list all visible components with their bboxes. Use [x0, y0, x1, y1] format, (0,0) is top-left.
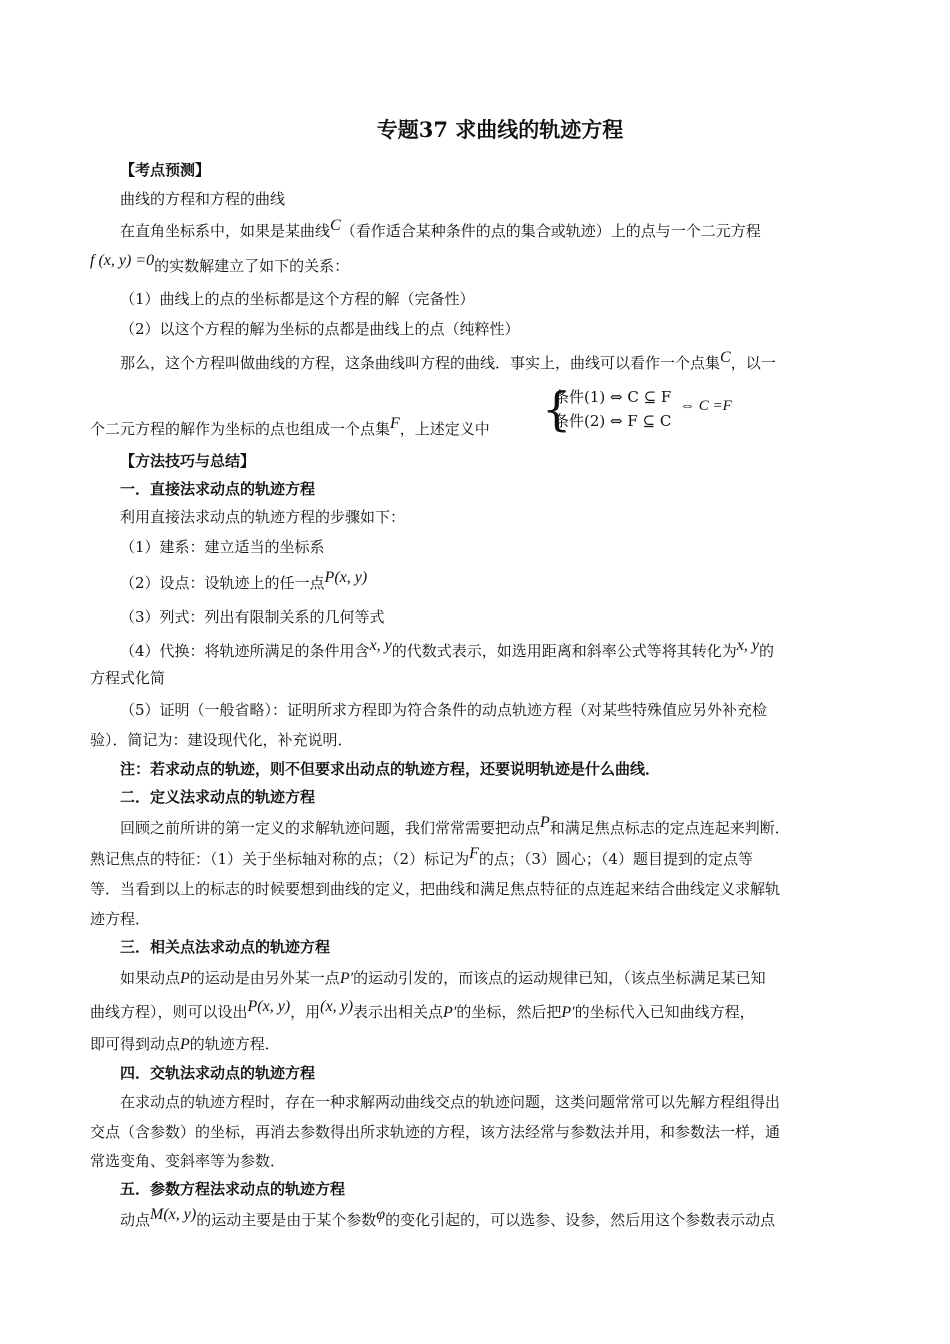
condition-1: 条件(1) ⇔ C ⊆ F [554, 388, 672, 406]
list-item-completeness: （1）曲线上的点的坐标都是这个方程的解（完备性） [120, 290, 475, 308]
method-2-heading: 二．定义法求动点的轨迹方程 [120, 788, 316, 806]
math-C: C [330, 217, 341, 234]
math-xy: x, y [369, 637, 392, 654]
math-Pxy-2: P(x, y) [247, 998, 291, 1015]
math-F: F [390, 415, 400, 432]
method-1-step-4-cont: 方程式化简 [90, 669, 166, 687]
method-1-step-5: （5）证明（一般省略）：证明所求方程即为符合条件的动点轨迹方程（对某些特殊值应另外补充检 [120, 701, 768, 719]
math-xy-2: x, y [736, 637, 759, 654]
method-3-heading: 三．相关点法求动点的轨迹方程 [120, 938, 331, 956]
paragraph-definition-1: 在直角坐标系中，如果是某曲线C（看作适合某种条件的点的集合或轨迹）上的点与一个二元方程 [120, 217, 761, 240]
math-phi: φ [376, 1206, 386, 1223]
math-Pprime: P′ [339, 970, 354, 987]
page-title: 专题37 求曲线的轨迹方程 [376, 117, 624, 142]
paragraph-definition-2: f (x, y) =0的实数解建立了如下的关系： [90, 252, 350, 275]
condition-2: 条件(2) ⇔ F ⊆ C [554, 412, 672, 430]
left-brace: { [542, 382, 572, 436]
math-Pxy: P(x, y) [324, 569, 368, 586]
method-1-step-3: （3）列式：列出有限制关系的几何等式 [120, 608, 385, 626]
method-5-heading: 五．参数方程法求动点的轨迹方程 [120, 1180, 346, 1198]
method-2-para-1: 回顾之前所讲的第一定义的求解轨迹问题，我们常常需要把动点P和满足焦点标志的定点连起来判断． [120, 814, 790, 837]
condition-brace-formula [542, 382, 752, 436]
method-4-para-1: 在求动点的轨迹方程时，存在一种求解两动曲线交点的轨迹问题，这类问题常常可以先解方程组得出 [120, 1093, 781, 1111]
method-1-step-5-cont: 验）．简记为：建设现代化，补充说明． [90, 731, 353, 749]
method-1-note: 注：若求动点的轨迹，则不但要求出动点的轨迹方程，还要说明轨迹是什么曲线． [120, 760, 661, 778]
math-P-2: P [180, 970, 190, 987]
section-heading-forecast: 【考点预测】 [120, 161, 211, 179]
condition-result: ⇔ C =F [680, 398, 732, 414]
paragraph-curve-equation: 曲线的方程和方程的曲线 [120, 190, 286, 208]
math-F-2: F [469, 845, 479, 862]
math-C-2: C [720, 349, 731, 366]
method-1-heading: 一．直接法求动点的轨迹方程 [120, 480, 316, 498]
paragraph-point-set-1: 那么，这个方程叫做曲线的方程，这条曲线叫方程的曲线．事实上，曲线可以看作一个点集C，以一 [120, 349, 776, 372]
method-5-para-1: 动点M(x, y)的运动主要是由于某个参数φ的变化引起的，可以选参、设参，然后用这个参数表示动点 [120, 1206, 776, 1229]
math-Pprime-3: P′ [561, 1004, 575, 1021]
method-1-step-1: （1）建系：建立适当的坐标系 [120, 538, 325, 556]
method-2-para-4: 迹方程． [90, 910, 151, 928]
method-1-step-4: （4）代换：将轨迹所满足的条件用含x, y的代数式表示，如选用距离和斜率公式等将其转化为x, y的 [120, 637, 774, 660]
method-1-intro: 利用直接法求动点的轨迹方程的步骤如下： [120, 508, 406, 526]
math-Mxy: M(x, y) [150, 1206, 197, 1223]
method-2-para-2: 熟记焦点的特征：（1）关于坐标轴对称的点；（2）标记为F的点；（3）圆心；（4）题目提到的定点等 [90, 845, 753, 868]
method-2-para-3: 等．当看到以上的标志的时候要想到曲线的定义，把曲线和满足焦点特征的点连起来结合曲线定义求解轨 [90, 880, 781, 898]
math-Pprime-2: P′ [443, 1004, 457, 1021]
math-P: P [540, 814, 550, 831]
math-xy-paren: (x, y) [320, 998, 354, 1015]
method-4-heading: 四．交轨法求动点的轨迹方程 [120, 1064, 316, 1082]
method-3-para-3: 即可得到动点P的轨迹方程． [90, 1035, 280, 1053]
math-P-3: P [180, 1036, 190, 1053]
method-4-para-2: 交点（含参数）的坐标，再消去参数得出所求轨迹的方程，该方法经常与参数法并用，和参数法一样，通 [90, 1123, 781, 1141]
method-3-para-1: 如果动点P的运动是由另外某一点P′的运动引发的，而该点的运动规律已知，（该点坐标满足某已知 [120, 969, 766, 987]
math-fxy: f (x, y) =0 [90, 252, 155, 269]
section-heading-methods: 【方法技巧与总结】 [120, 452, 256, 470]
method-1-step-2: （2）设点：设轨迹上的任一点P(x, y) [120, 569, 368, 592]
paragraph-point-set-2: 个二元方程的解作为坐标的点也组成一个点集F，上述定义中 [90, 415, 490, 438]
list-item-purity: （2）以这个方程的解为坐标的点都是曲线上的点（纯粹性） [120, 320, 520, 338]
method-3-para-2: 曲线方程），则可以设出P(x, y)，用(x, y)表示出相关点P′的坐标，然后把P′的坐标代入已知曲线方程， [90, 998, 755, 1021]
method-4-para-3: 常选变角、变斜率等为参数． [90, 1152, 286, 1170]
